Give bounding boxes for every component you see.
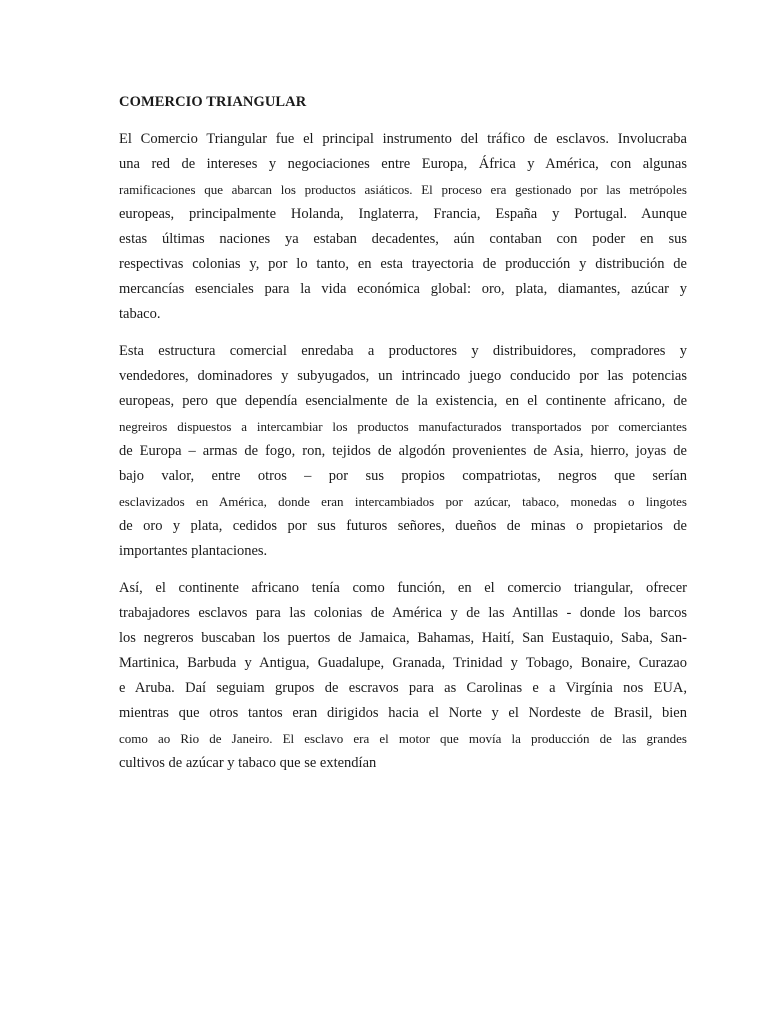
text-line: esclavizados en América, donde eran intercambiados por azúcar, tabaco, monedas o lingotes xyxy=(119,494,687,509)
text-line: e Aruba. Daí seguiam grupos de escravos para as Carolinas e a Virgínia nos EUA, xyxy=(119,680,687,696)
document-body xyxy=(119,92,687,788)
text-line: Esta estructura comercial enredaba a productores y distribuidores, compradores y xyxy=(119,343,687,359)
text-line: respectivas colonias y, por lo tanto, en esta trayectoria de producción y distribución de xyxy=(119,256,687,272)
paragraph-1 xyxy=(119,127,687,327)
text-line: negreiros dispuestos a intercambiar los productos manufacturados transportados por comerciantes xyxy=(119,419,687,434)
text-line: estas últimas naciones ya estaban decadentes, aún contaban con poder en sus xyxy=(119,231,687,247)
text-line: europeas, principalmente Holanda, Inglaterra, Francia, España y Portugal. Aunque xyxy=(119,206,687,222)
text-line: Así, el continente africano tenía como función, en el comercio triangular, ofrecer xyxy=(119,580,687,596)
text-line: cultivos de azúcar y tabaco que se extendían xyxy=(119,755,377,771)
text-line: El Comercio Triangular fue el principal instrumento del tráfico de esclavos. Involucraba xyxy=(119,131,687,147)
text-line: de oro y plata, cedidos por sus futuros señores, dueños de minas o propietarios de xyxy=(119,518,687,534)
text-line: mientras que otros tantos eran dirigidos hacia el Norte y el Nordeste de Brasil, bien xyxy=(119,705,687,721)
text-line: ramificaciones que abarcan los productos asiáticos. El proceso era gestionado por las metrópoles xyxy=(119,182,687,197)
paragraph-3 xyxy=(119,576,687,776)
text-line: bajo valor, entre otros – por sus propios compatriotas, negros que serían xyxy=(119,468,687,484)
text-line: importantes plantaciones. xyxy=(119,543,268,559)
document-title: COMERCIO TRIANGULAR xyxy=(119,94,307,110)
text-line: tabaco. xyxy=(119,306,161,322)
text-line: una red de intereses y negociaciones entre Europa, África y América, con algunas xyxy=(119,156,687,172)
text-line: de Europa – armas de fogo, ron, tejidos de algodón provenientes de Asia, hierro, joyas de xyxy=(119,443,687,459)
text-line: vendedores, dominadores y subyugados, un intrincado juego conducido por las potencias xyxy=(119,368,687,384)
text-line: los negreros buscaban los puertos de Jamaica, Bahamas, Haití, San Eustaquio, Saba, San- xyxy=(119,630,687,646)
text-line: mercancías esenciales para la vida económica global: oro, plata, diamantes, azúcar y xyxy=(119,281,687,297)
text-line: Martinica, Barbuda y Antigua, Guadalupe, Granada, Trinidad y Tobago, Bonaire, Curazao xyxy=(119,655,687,671)
text-line: como ao Rio de Janeiro. El esclavo era el motor que movía la producción de las grandes xyxy=(119,731,687,746)
paragraph-2 xyxy=(119,339,687,564)
text-line: trabajadores esclavos para las colonias de América y de las Antillas - donde los barcos xyxy=(119,605,687,621)
text-line: europeas, pero que dependía esencialmente de la existencia, en el continente africano, de xyxy=(119,393,687,409)
